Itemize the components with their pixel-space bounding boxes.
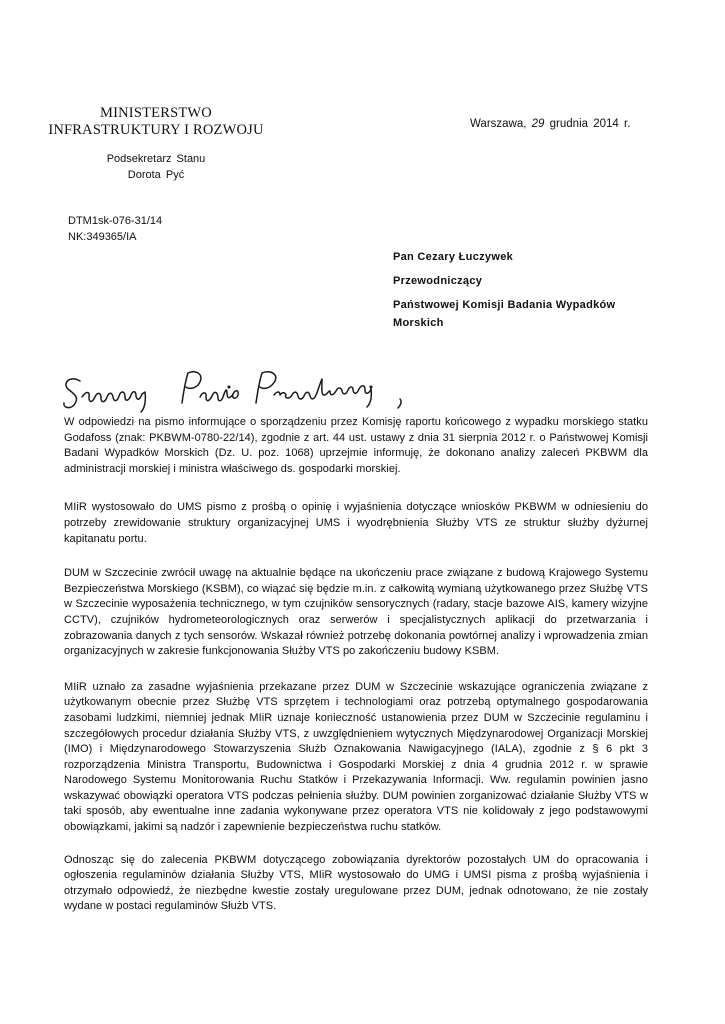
recipient-institution-line2: Morskich xyxy=(393,317,444,329)
place-and-date xyxy=(470,118,630,130)
body-paragraph-5: Odnosząc się do zalecenia PKBWM dotyczącego zobowiązania dyrektorów pozostałych UM do opracowania i ogłoszenia regulaminów działania Służby VTS, MIiR wystosowało do UMG i UMSI pisma z prośbą wyjaśnienia i otrzymało odpowiedź, że niezbędne kwestie zostały uregulowane przez DUM, jednak odnotowano, że nie zostały wydane w postaci regulaminów Służb VTS. xyxy=(64,853,648,913)
ministry-name xyxy=(38,105,274,139)
reference-number-1: DTM1sk-076-31/14 xyxy=(68,215,163,227)
place: Warszawa, xyxy=(470,118,527,130)
ministry-name-line1: MINISTERSTWO xyxy=(100,105,212,121)
date-month-year: grudnia 2014 r. xyxy=(549,118,631,130)
handwritten-salutation xyxy=(60,367,420,422)
recipient-name: Pan Cezary Łuczywek xyxy=(393,251,514,263)
letter-body xyxy=(64,415,648,931)
official-name: Dorota Pyć xyxy=(127,169,185,181)
recipient-block xyxy=(393,248,615,332)
body-paragraph-1: W odpowiedzi na pismo informujące o sporządzeniu przez Komisję raportu końcowego z wypadku morskiego statku Godafoss (znak: PKBWM-0780-22/14), zgodnie z art. 44 ust. ustawy z dnia 31 sierpnia 2012 r. o Państwowej Komisji Badani Wypadków Morskich (Dz. U. poz. 1068) uprzejmie informuję, że dokonano analizy zaleceń PKBWM dla administracji morskiej i ministra właściwego ds. gospodarki morskiej. xyxy=(64,416,648,475)
reference-numbers xyxy=(68,213,162,245)
ministry-name-line2: INFRASTRUKTURY I ROZWOJU xyxy=(48,122,264,138)
body-paragraph-4: MIiR uznało za zasadne wyjaśnienia przekazane przez DUM w Szczecinie wskazujące ograniczenia związane z użytkowanym obecnie przez Służbę VTS sprzętem i technologiami oraz potrzebą optymalnego gospodarowania zasobami ludzkimi, niemniej jednak MIiR uznaje konieczność ustanowienia przez DUM w Szczecinie regulaminu i szczegółowych procedur działania Służby VTS, z uwzględnieniem wytycznych Międzynarodowej Organizacji Morskiej (IMO) i Międzynarodowego Stowarzyszenia Służb Oznakowania Nawigacyjnego (IALA), zgodnie z § 6 pkt 3 rozporządzenia Ministra Transportu, Budownictwa i Gospodarki Morskiej z dnia 4 grudnia 2012 r. w sprawie Narodowego Systemu Monitorowania Ruchu Statków i Przekazywania Informacji. Ww. regulamin powinien jasno wskazywać obowiązki operatora VTS podczas pełnienia służby. DUM powinien zorganizować działanie Służby VTS w taki sposób, aby ewentualne inne zadania wykonywane przez operatora VTS nie kolidowały z jego podstawowymi obowiązkami, jakimi są nadzór i zapewnienie bezpieczeństwa ruchu statków. xyxy=(64,680,648,834)
official-title: Podsekretarz Stanu xyxy=(106,153,206,165)
body-paragraph-2: MIiR wystosowało do UMS pismo z prośbą o opinię i wyjaśnienia dotyczące wniosków PKBWM w odniesieniu do potrzeby zrewidowanie struktury organizacyjnej UMS i wyodrębnienia Służby VTS ze struktur służby dyżurnej kapitanatu portu. xyxy=(64,501,648,545)
sender-official xyxy=(100,151,212,183)
handwritten-salutation-image xyxy=(60,367,420,417)
body-paragraph-3: DUM w Szczecinie zwrócił uwagę na aktualnie będące na ukończeniu prace związane z budową Krajowego Systemu Bezpieczeństwa Morskiego (KSBM), co wiązać się będzie m.in. z całkowitą wymianą użytkowanego przez Służbę VTS w Szczecinie wyposażenia technicznego, w tym czujników sensorycznych (radary, stacje bazowe AIS, kamery wizyjne CCTV), czujników hydrometeorologicznych oraz serwerów i specjalistycznych aplikacji do przetwarzania i zobrazowania danych z tych sensorów. Wskazał również potrzebę dokonania powtórnej analizy i wprowadzenia zmian organizacyjnych w zakresie funkcjonowania Służby VTS po zakończeniu budowy KSBM. xyxy=(64,567,648,658)
reference-number-2: NK:349365/IA xyxy=(68,231,137,243)
recipient-institution-line1: Państwowej Komisji Badania Wypadków xyxy=(393,299,616,311)
date-day: 29 xyxy=(531,118,545,130)
recipient-position: Przewodniczący xyxy=(393,275,483,287)
